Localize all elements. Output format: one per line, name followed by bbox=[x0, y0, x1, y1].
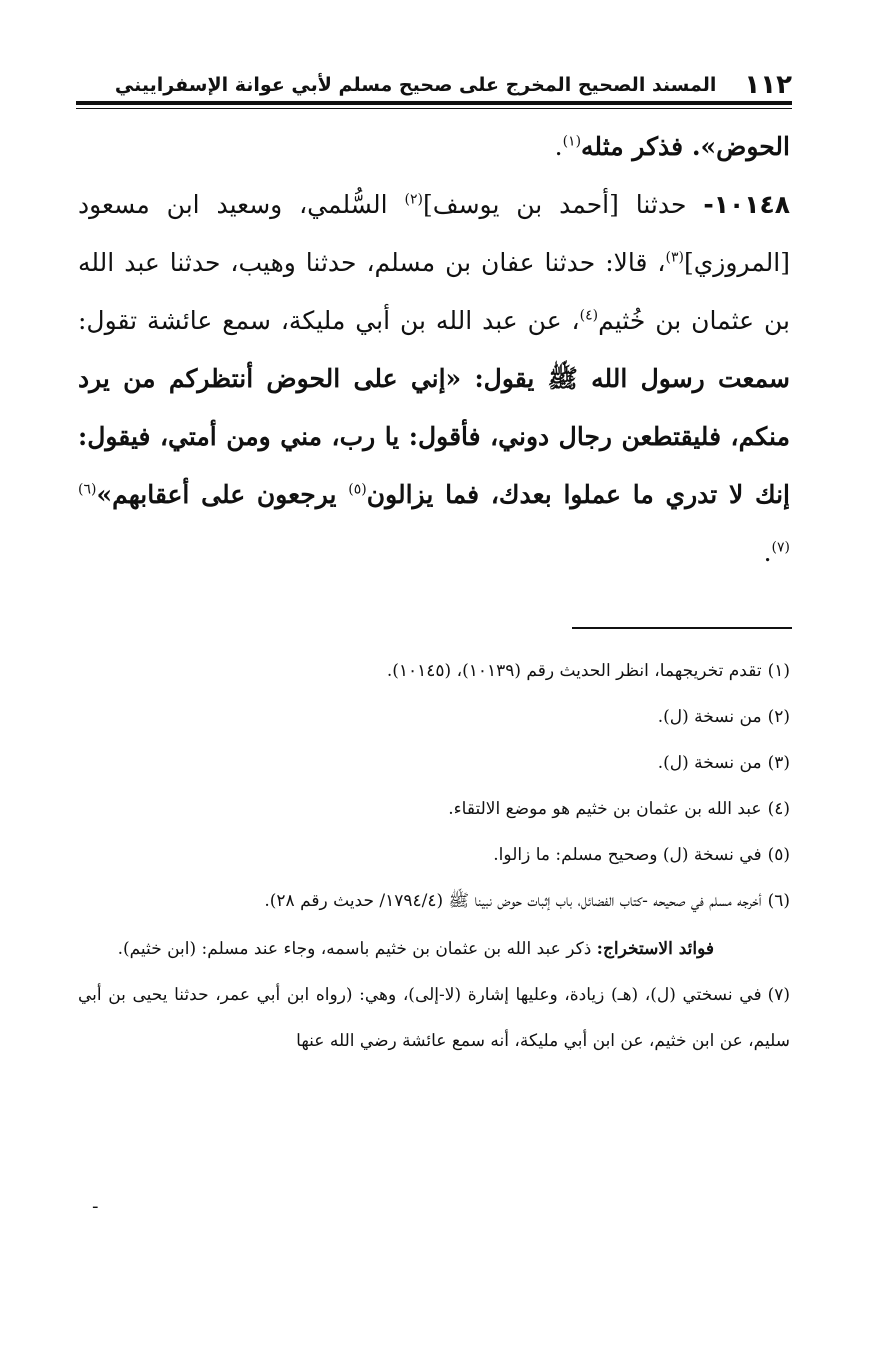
hadith-seg-3: ، قالا: حدثنا عفان بن مسلم، حدثنا وهيب، حدثنا عبد الله بن عثمان بن خُثيم bbox=[78, 248, 791, 335]
footnote-number: (٥) bbox=[767, 845, 790, 865]
footnote-5 bbox=[78, 832, 790, 878]
footnote-number: (٧) bbox=[767, 985, 790, 1005]
footnote-ref-5: (٥) bbox=[348, 481, 367, 498]
footnote-ref-7: (٧) bbox=[771, 539, 790, 556]
footnote-ref-3: (٣) bbox=[665, 249, 684, 266]
hadith-number: ١٠١٤٨- bbox=[703, 190, 790, 219]
footnote-ref-4: (٤) bbox=[579, 307, 599, 324]
footnote-ref-2: (٢) bbox=[404, 191, 423, 208]
intro-text: الحوض». فذكر مثله bbox=[581, 132, 790, 161]
page-header bbox=[76, 66, 792, 100]
footnote-6 bbox=[78, 878, 790, 924]
hadith-bold-1: سمعت رسول الله ﷺ يقول: «إني على الحوض أنتظركم من يرد منكم، فليقتطعن رجال دوني، فأقول: يا رب، مني ومن أمتي، فيقول: إنك لا تدري ما عملوا بعدك، فما يزالون bbox=[78, 364, 790, 509]
page-number: ١١٢ bbox=[744, 70, 792, 100]
footnote-1 bbox=[78, 648, 790, 694]
footnote-number: (٦) bbox=[767, 891, 790, 911]
hadith-seg-2: السُّلمي، وسعيد ابن مسعود [المروزي] bbox=[78, 190, 790, 277]
footnote-text: في نسختي (ل)، (هـ) زيادة، وعليها إشارة (لا-إلى)، وهي: (رواه ابن أبي عمر، حدثنا يحيى بن أبي سليم، عن ابن خثيم، عن ابن أبي مليكة، أنه سمع عائشة رضي الله عنها bbox=[78, 985, 790, 1051]
footnote-2 bbox=[78, 694, 790, 740]
hadith-end: . bbox=[763, 538, 772, 567]
footnote-3 bbox=[78, 740, 790, 786]
footnote-text: من نسخة (ل). bbox=[657, 753, 762, 773]
footnote-text: في نسخة (ل) وصحيح مسلم: ما زالوا. bbox=[493, 845, 762, 865]
hadith-seg-1: حدثنا [أحمد بن يوسف] bbox=[422, 190, 704, 219]
intro-paragraph bbox=[78, 118, 790, 176]
footnote-number: (٤) bbox=[767, 799, 790, 819]
intro-end: . bbox=[554, 132, 563, 161]
footnote-7 bbox=[78, 972, 790, 1064]
hadith-seg-4: ، عن عبد الله بن أبي مليكة، سمع عائشة تقول: bbox=[78, 306, 580, 335]
footnote-text: أخرجه مسلم في صحيحه -كتاب الفضائل، باب إثبات حوض نبينا ﷺ (١٧٩٤/٤/ حديث رقم ٢٨). bbox=[264, 891, 762, 911]
footnote-text: من نسخة (ل). bbox=[657, 707, 762, 727]
main-text bbox=[78, 118, 790, 582]
header-rule-thick bbox=[76, 101, 792, 105]
benefits-text: ذكر عبد الله بن عثمان بن خثيم باسمه، وجاء عند مسلم: (ابن خثيم). bbox=[117, 939, 597, 959]
footnotes bbox=[78, 648, 790, 1064]
margin-mark: - bbox=[92, 1196, 99, 1217]
benefits-label: فوائد الاستخراج: bbox=[596, 939, 714, 959]
footnote-4 bbox=[78, 786, 790, 832]
footnote-number: (٢) bbox=[767, 707, 790, 727]
extraction-benefits bbox=[78, 926, 790, 972]
footnote-ref-6: (٦) bbox=[78, 481, 97, 498]
running-title: المسند الصحيح المخرج على صحيح مسلم لأبي عوانة الإسفراييني bbox=[114, 74, 717, 96]
hadith-paragraph bbox=[78, 176, 790, 582]
footnote-text: عبد الله بن عثمان بن خثيم هو موضع الالتقاء. bbox=[448, 799, 762, 819]
footnote-number: (٣) bbox=[767, 753, 790, 773]
hadith-bold-2: يرجعون على أعقابهم» bbox=[96, 480, 349, 509]
footnote-text: تقدم تخريجهما، انظر الحديث رقم (١٠١٣٩)، (١٠١٤٥). bbox=[386, 661, 762, 681]
header-rule-thin bbox=[76, 108, 792, 109]
footnote-ref-1: (١) bbox=[562, 133, 582, 150]
footnote-number: (١) bbox=[767, 661, 790, 681]
footnote-separator bbox=[572, 627, 792, 629]
